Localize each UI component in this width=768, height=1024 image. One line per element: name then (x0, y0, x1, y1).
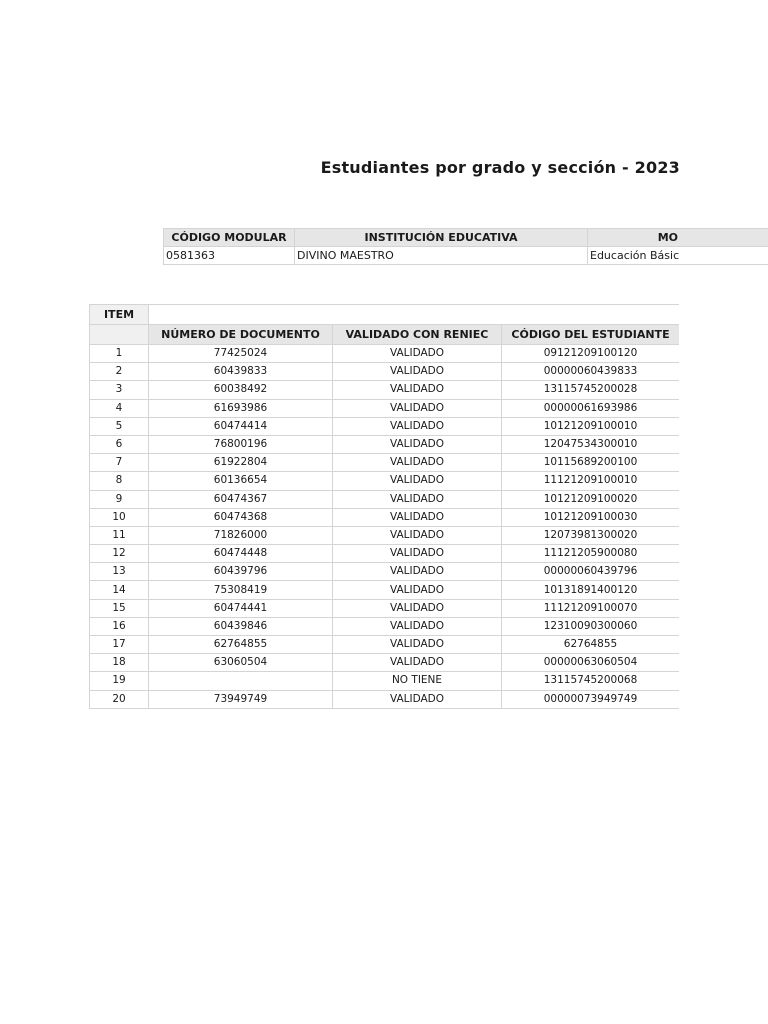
header-item: ITEM (90, 305, 149, 325)
cell-reniec: VALIDADO (333, 490, 502, 508)
students-body (90, 345, 680, 709)
cell-item: 1 (90, 345, 149, 363)
cell-reniec: VALIDADO (333, 563, 502, 581)
students-table (89, 304, 679, 709)
cell-documento: 71826000 (149, 526, 333, 544)
cell-reniec: VALIDADO (333, 399, 502, 417)
cell-reniec: VALIDADO (333, 472, 502, 490)
cell-codigo-estudiante: 11121205900080 (502, 545, 680, 563)
value-institucion: DIVINO MAESTRO (295, 247, 588, 265)
institution-value-row (164, 247, 768, 265)
cell-item: 5 (90, 417, 149, 435)
cell-documento: 60474367 (149, 490, 333, 508)
students-column-header-row (90, 325, 680, 345)
table-row (90, 345, 680, 363)
table-row (90, 617, 680, 635)
cell-item: 18 (90, 654, 149, 672)
cell-documento (149, 672, 333, 690)
cell-reniec: VALIDADO (333, 508, 502, 526)
cell-documento: 60439833 (149, 363, 333, 381)
table-row (90, 672, 680, 690)
cell-codigo-estudiante: 00000060439833 (502, 363, 680, 381)
cell-documento: 62764855 (149, 636, 333, 654)
table-row (90, 563, 680, 581)
table-row (90, 581, 680, 599)
cell-codigo-estudiante: 10115689200100 (502, 454, 680, 472)
cell-item: 14 (90, 581, 149, 599)
cell-reniec: VALIDADO (333, 545, 502, 563)
cell-item: 4 (90, 399, 149, 417)
cell-codigo-estudiante: 10131891400120 (502, 581, 680, 599)
table-row (90, 435, 680, 453)
cell-codigo-estudiante: 12310090300060 (502, 617, 680, 635)
cell-documento: 60474441 (149, 599, 333, 617)
cell-documento: 60474368 (149, 508, 333, 526)
cell-documento: 76800196 (149, 435, 333, 453)
table-row (90, 472, 680, 490)
page-title: Estudiantes por grado y sección - 2023 (320, 158, 680, 177)
cell-reniec: NO TIENE (333, 672, 502, 690)
cell-documento: 73949749 (149, 690, 333, 708)
cell-reniec: VALIDADO (333, 526, 502, 544)
table-row (90, 690, 680, 708)
cell-documento: 60439846 (149, 617, 333, 635)
header-group-empty (149, 305, 680, 325)
header-item-blank (90, 325, 149, 345)
cell-item: 9 (90, 490, 149, 508)
cell-reniec: VALIDADO (333, 690, 502, 708)
cell-reniec: VALIDADO (333, 417, 502, 435)
table-row (90, 454, 680, 472)
cell-codigo-estudiante: 00000060439796 (502, 563, 680, 581)
cell-reniec: VALIDADO (333, 599, 502, 617)
cell-reniec: VALIDADO (333, 435, 502, 453)
cell-codigo-estudiante: 00000061693986 (502, 399, 680, 417)
table-row (90, 399, 680, 417)
cell-codigo-estudiante: 11121209100070 (502, 599, 680, 617)
cell-documento: 60136654 (149, 472, 333, 490)
cell-codigo-estudiante: 10121209100020 (502, 490, 680, 508)
cell-item: 17 (90, 636, 149, 654)
cell-reniec: VALIDADO (333, 454, 502, 472)
cell-item: 6 (90, 435, 149, 453)
cell-item: 11 (90, 526, 149, 544)
institution-table (163, 228, 768, 265)
table-row (90, 636, 680, 654)
cell-item: 3 (90, 381, 149, 399)
cell-documento: 61922804 (149, 454, 333, 472)
table-row (90, 508, 680, 526)
header-reniec: VALIDADO CON RENIEC (333, 325, 502, 345)
students-table-container (89, 304, 679, 709)
cell-codigo-estudiante: 62764855 (502, 636, 680, 654)
cell-reniec: VALIDADO (333, 654, 502, 672)
table-row (90, 417, 680, 435)
cell-item: 8 (90, 472, 149, 490)
cell-documento: 63060504 (149, 654, 333, 672)
cell-codigo-estudiante: 13115745200028 (502, 381, 680, 399)
cell-codigo-estudiante: 12047534300010 (502, 435, 680, 453)
table-row (90, 363, 680, 381)
cell-codigo-estudiante: 13115745200068 (502, 672, 680, 690)
cell-item: 13 (90, 563, 149, 581)
header-documento: NÚMERO DE DOCUMENTO (149, 325, 333, 345)
cell-codigo-estudiante: 10121209100010 (502, 417, 680, 435)
header-codigo-modular: CÓDIGO MODULAR (164, 229, 295, 247)
cell-codigo-estudiante: 12073981300020 (502, 526, 680, 544)
students-group-header-row (90, 305, 680, 325)
cell-item: 7 (90, 454, 149, 472)
cell-item: 2 (90, 363, 149, 381)
cell-documento: 60038492 (149, 381, 333, 399)
table-row (90, 381, 680, 399)
cell-item: 10 (90, 508, 149, 526)
cell-documento: 61693986 (149, 399, 333, 417)
cell-documento: 60439796 (149, 563, 333, 581)
table-row (90, 490, 680, 508)
cell-reniec: VALIDADO (333, 581, 502, 599)
cell-reniec: VALIDADO (333, 617, 502, 635)
cell-documento: 77425024 (149, 345, 333, 363)
cell-reniec: VALIDADO (333, 381, 502, 399)
value-codigo-modular: 0581363 (164, 247, 295, 265)
cell-item: 16 (90, 617, 149, 635)
cell-codigo-estudiante: 00000063060504 (502, 654, 680, 672)
header-institucion: INSTITUCIÓN EDUCATIVA (295, 229, 588, 247)
cell-documento: 60474448 (149, 545, 333, 563)
cell-item: 15 (90, 599, 149, 617)
cell-item: 20 (90, 690, 149, 708)
cell-reniec: VALIDADO (333, 636, 502, 654)
table-row (90, 545, 680, 563)
cell-codigo-estudiante: 11121209100010 (502, 472, 680, 490)
cell-codigo-estudiante: 10121209100030 (502, 508, 680, 526)
cell-documento: 75308419 (149, 581, 333, 599)
cell-item: 19 (90, 672, 149, 690)
cell-codigo-estudiante: 09121209100120 (502, 345, 680, 363)
cell-item: 12 (90, 545, 149, 563)
cell-reniec: VALIDADO (333, 363, 502, 381)
table-row (90, 526, 680, 544)
table-row (90, 654, 680, 672)
header-modalidad: MO (588, 229, 768, 247)
table-row (90, 599, 680, 617)
value-modalidad: Educación Básic (588, 247, 768, 265)
header-codigo-estudiante: CÓDIGO DEL ESTUDIANTE (502, 325, 680, 345)
cell-documento: 60474414 (149, 417, 333, 435)
cell-codigo-estudiante: 00000073949749 (502, 690, 680, 708)
cell-reniec: VALIDADO (333, 345, 502, 363)
institution-header-row (164, 229, 768, 247)
